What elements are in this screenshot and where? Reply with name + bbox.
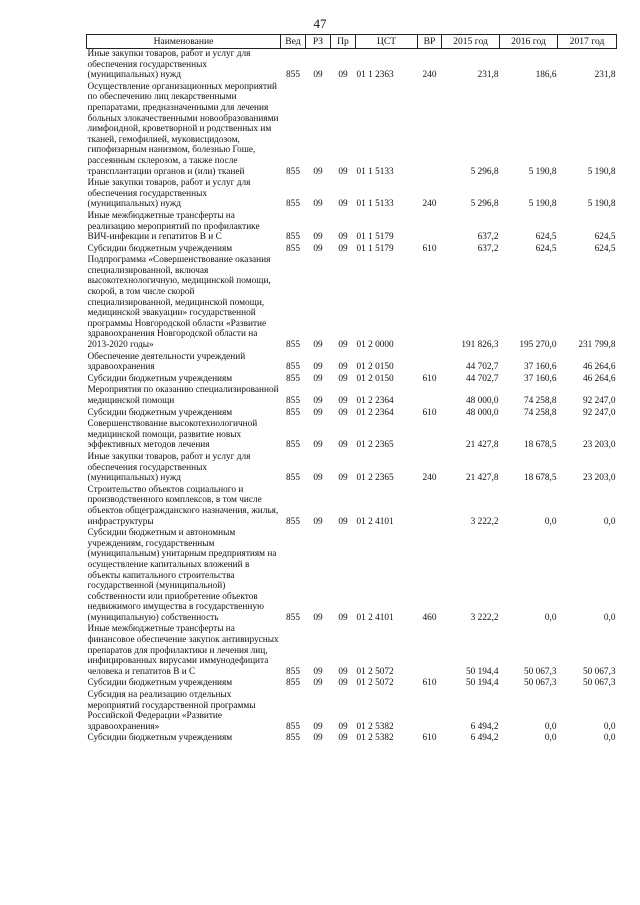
header-2017: 2017 год: [558, 35, 617, 49]
row-name-cell: Субсидии бюджетным учреждениям: [87, 407, 233, 418]
table-row: [87, 211, 617, 244]
row-2015-cell: 21 427,8: [465, 440, 499, 451]
row-vr-cell: 610: [422, 733, 437, 744]
row-2017-cell: 50 067,3: [582, 678, 616, 689]
row-pr-cell: 09: [338, 666, 348, 677]
table-header-row: [87, 35, 617, 49]
header-pr: Пр: [331, 35, 356, 49]
table-row: [87, 244, 617, 256]
row-cst-cell: 01 2 2364: [356, 396, 394, 406]
row-2016-cell: 186,6: [535, 70, 557, 81]
row-2016-cell: 18 678,5: [523, 473, 557, 484]
row-2016-cell: 74 258,8: [523, 407, 557, 418]
row-pr-cell: 09: [338, 340, 348, 351]
row-rz-cell: 09: [313, 199, 323, 210]
row-rz-cell: 09: [313, 362, 323, 373]
row-2016-cell: 37 160,6: [523, 373, 557, 384]
row-2015-cell: 6 494,2: [470, 721, 499, 732]
row-cst-cell: 01 2 4101: [356, 612, 394, 623]
row-2015-cell: 50 194,4: [465, 666, 499, 677]
row-ved-cell: 855: [286, 516, 300, 527]
header-2016: 2016 год: [500, 35, 558, 49]
row-2017-cell: 0,0: [603, 612, 616, 623]
table-row: [87, 255, 617, 351]
row-2016-cell: 5 190,8: [528, 199, 557, 210]
row-cst-cell: 01 2 5382: [356, 733, 394, 744]
table-row: [87, 452, 617, 485]
row-2016-cell: 624,5: [535, 232, 557, 243]
table-row: [87, 82, 617, 178]
row-vr-cell: 460: [422, 612, 437, 623]
row-ved-cell: 855: [286, 407, 300, 418]
row-ved-cell: 855: [286, 199, 300, 210]
row-2016-cell: 195 270,0: [519, 340, 557, 351]
row-ved-cell: 855: [286, 340, 300, 351]
row-2015-cell: 44 702,7: [465, 362, 499, 373]
row-ved-cell: 855: [286, 362, 300, 373]
row-rz-cell: 09: [313, 340, 323, 351]
row-name-cell: Осуществление организационных мероприятий по обеспечению лиц лекарственными препаратами, предназначенными для лечения больных злокачественными новообразованиями лимфоидной, кроветворной и родственных им тканей, гемофилией, муковисцидозом, гипофизарным нанизмом, болезнью Гоше, рассеянным склерозом, а также после трансплантации органов и (или) тканей: [87, 81, 279, 177]
table-row: [87, 624, 617, 678]
row-vr-cell: 240: [422, 473, 437, 484]
row-name-cell: Иные межбюджетные трансферты на финансовое обеспечение закупок антивирусных препаратов для профилактики и лечения лиц, инфицированных вирусами иммунодефицита человека и гепатитов В и С: [87, 624, 279, 677]
row-2017-cell: 0,0: [603, 721, 616, 732]
row-2015-cell: 637,2: [477, 243, 499, 254]
row-cst-cell: 01 2 5072: [356, 666, 394, 677]
row-2016-cell: 624,5: [535, 243, 557, 254]
table-row: [87, 408, 617, 420]
row-rz-cell: 09: [313, 516, 323, 527]
row-vr-cell: 610: [422, 407, 437, 418]
row-2016-cell: 5 190,8: [528, 166, 557, 177]
table-row: [87, 485, 617, 528]
row-2016-cell: 37 160,6: [523, 362, 557, 373]
row-vr-cell: [418, 419, 442, 452]
row-pr-cell: 09: [338, 232, 348, 243]
row-rz-cell: 09: [313, 678, 323, 689]
row-2016-cell: 0,0: [544, 721, 557, 732]
header-name: Наименование: [87, 35, 281, 49]
row-vr-cell: [418, 624, 442, 678]
row-2017-cell: 23 203,0: [582, 440, 616, 451]
row-2017-cell: 0,0: [603, 516, 616, 527]
row-2016-cell: 0,0: [544, 612, 557, 623]
budget-table: [86, 34, 617, 745]
row-2015-cell: 5 296,8: [470, 166, 499, 177]
table-row: [87, 678, 617, 690]
row-2017-cell: 624,5: [594, 232, 616, 243]
row-cst-cell: 01 1 2363: [356, 70, 394, 81]
row-pr-cell: 09: [338, 166, 348, 177]
row-2017-cell: 5 190,8: [587, 166, 616, 177]
row-ved-cell: 855: [286, 243, 300, 254]
row-cst-cell: 01 1 5179: [356, 243, 394, 254]
row-rz-cell: 09: [313, 243, 323, 254]
row-cst-cell: 01 1 5133: [356, 199, 394, 210]
row-2016-cell: 74 258,8: [523, 396, 557, 406]
row-vr-cell: [418, 352, 442, 374]
row-rz-cell: 09: [313, 232, 323, 243]
row-cst-cell: 01 1 5133: [356, 166, 394, 177]
table-row: [87, 178, 617, 211]
row-ved-cell: 855: [286, 733, 300, 744]
row-name-cell: Совершенствование высокотехнологичной медицинской помощи, развитие новых эффективных методов лечения: [87, 419, 258, 451]
table-body: [87, 49, 617, 746]
row-2016-cell: 50 067,3: [523, 666, 557, 677]
row-2017-cell: 5 190,8: [587, 199, 616, 210]
row-2015-cell: 191 826,3: [461, 340, 499, 351]
row-ved-cell: 855: [286, 373, 300, 384]
row-2015-cell: 231,8: [477, 70, 499, 81]
row-2015-cell: 637,2: [477, 232, 499, 243]
row-vr-cell: [418, 255, 442, 351]
row-name-cell: Субсидии бюджетным учреждениям: [87, 678, 233, 689]
row-2017-cell: 624,5: [594, 243, 616, 254]
row-pr-cell: 09: [338, 440, 348, 451]
row-ved-cell: 855: [286, 440, 300, 451]
row-name-cell: Строительство объектов социального и производственного комплексов, в том числе объектов общегражданского назначения, жилья, инфраструктуры: [87, 484, 279, 527]
row-2015-cell: 44 702,7: [465, 373, 499, 384]
row-ved-cell: 855: [286, 721, 300, 732]
row-cst-cell: 01 2 2364: [356, 407, 394, 418]
row-2016-cell: 50 067,3: [523, 678, 557, 689]
table-row: [87, 690, 617, 733]
row-name-cell: Иные закупки товаров, работ и услуг для обеспечения государственных (муниципальных) нужд: [87, 451, 251, 484]
row-vr-cell: [418, 385, 442, 407]
row-rz-cell: 09: [313, 407, 323, 418]
row-2017-cell: 92 247,0: [582, 396, 616, 406]
row-2015-cell: 3 222,2: [470, 516, 499, 527]
row-name-cell: Субсидии бюджетным учреждениям: [87, 243, 233, 254]
row-pr-cell: 09: [338, 199, 348, 210]
row-2017-cell: 0,0: [603, 733, 616, 744]
row-cst-cell: 01 1 5179: [356, 232, 394, 243]
row-ved-cell: 855: [286, 232, 300, 243]
row-rz-cell: 09: [313, 473, 323, 484]
row-vr-cell: 610: [422, 243, 437, 254]
row-name-cell: Иные закупки товаров, работ и услуг для обеспечения государственных (муниципальных) нужд: [87, 178, 251, 210]
row-ved-cell: 855: [286, 473, 300, 484]
row-pr-cell: 09: [338, 362, 348, 373]
table-row: [87, 49, 617, 82]
row-ved-cell: 855: [286, 70, 300, 81]
row-vr-cell: [418, 690, 442, 733]
row-vr-cell: 610: [422, 678, 437, 689]
row-ved-cell: 855: [286, 666, 300, 677]
row-2017-cell: 231,8: [594, 70, 616, 81]
row-2015-cell: 21 427,8: [465, 473, 499, 484]
header-ved: Вед: [281, 35, 306, 49]
row-vr-cell: 240: [422, 199, 437, 210]
row-2015-cell: 6 494,2: [470, 733, 499, 744]
row-rz-cell: 09: [313, 721, 323, 732]
row-vr-cell: [418, 485, 442, 528]
table-row: [87, 374, 617, 386]
header-2015: 2015 год: [442, 35, 500, 49]
row-2015-cell: 3 222,2: [470, 612, 499, 623]
row-name-cell: Иные закупки товаров, работ и услуг для обеспечения государственных (муниципальных) нужд: [87, 49, 251, 81]
row-name-cell: Подпрограмма «Совершенствование оказания специализированной, включая высокотехнологичную, медицинской помощи, скорой, в том числе скорой специализированной, медицинской помощи, медицинской эвакуации» государственной программы Новгородской области «Развитие здравоохранения Новгородской области на 2013-2020 годы»: [87, 255, 271, 351]
row-pr-cell: 09: [338, 516, 348, 527]
row-ved-cell: 855: [286, 678, 300, 689]
row-pr-cell: 09: [338, 612, 348, 623]
row-pr-cell: 09: [338, 473, 348, 484]
row-cst-cell: 01 2 2365: [356, 440, 394, 451]
row-2017-cell: 46 264,6: [582, 362, 616, 373]
row-pr-cell: 09: [338, 678, 348, 689]
row-cst-cell: 01 2 2365: [356, 473, 394, 484]
row-rz-cell: 09: [313, 166, 323, 177]
row-2015-cell: 50 194,4: [465, 678, 499, 689]
row-2015-cell: 48 000,0: [465, 407, 499, 418]
row-pr-cell: 09: [338, 70, 348, 81]
row-2016-cell: 0,0: [544, 516, 557, 527]
row-2017-cell: 46 264,6: [582, 373, 616, 384]
row-ved-cell: 855: [286, 612, 300, 623]
row-rz-cell: 09: [313, 612, 323, 623]
row-cst-cell: 01 2 0000: [356, 340, 394, 351]
row-pr-cell: 09: [338, 243, 348, 254]
row-name-cell: Субсидии бюджетным и автономным учреждениям, государственным (муниципальным) унитарным предприятиям на осуществление капитальных вложений в объекты капитального строительства государственной (муниципальной) собственности или приобретение объектов недвижимого имущества в государственную (муниципальную) собственность: [87, 528, 277, 623]
row-pr-cell: 09: [338, 721, 348, 732]
row-pr-cell: 09: [338, 733, 348, 744]
row-rz-cell: 09: [313, 373, 323, 384]
row-2016-cell: 0,0: [544, 733, 557, 744]
row-vr-cell: 240: [422, 70, 437, 81]
row-name-cell: Субсидии бюджетным учреждениям: [87, 373, 233, 384]
header-vr: ВР: [418, 35, 442, 49]
row-ved-cell: 855: [286, 396, 300, 406]
row-rz-cell: 09: [313, 440, 323, 451]
row-2015-cell: 5 296,8: [470, 199, 499, 210]
row-2017-cell: 23 203,0: [582, 473, 616, 484]
page-number: 47: [313, 16, 327, 31]
row-cst-cell: 01 2 5382: [356, 721, 394, 732]
table-row: [87, 528, 617, 624]
row-pr-cell: 09: [338, 373, 348, 384]
table-row: [87, 352, 617, 374]
row-cst-cell: 01 2 5072: [356, 678, 394, 689]
row-2016-cell: 18 678,5: [523, 440, 557, 451]
row-vr-cell: 610: [422, 373, 437, 384]
row-2017-cell: 92 247,0: [582, 407, 616, 418]
row-ved-cell: 855: [286, 166, 300, 177]
row-name-cell: Субсидия на реализацию отдельных мероприятий государственной программы Российской Федерации «Развитие здравоохранения»: [87, 690, 256, 732]
table-row: [87, 733, 617, 745]
row-rz-cell: 09: [313, 396, 323, 406]
row-cst-cell: 01 2 4101: [356, 516, 394, 527]
row-rz-cell: 09: [313, 70, 323, 81]
row-cst-cell: 01 2 0150: [356, 373, 394, 384]
row-vr-cell: [418, 211, 442, 244]
row-name-cell: Обеспечение деятельности учреждений здравоохранения: [87, 351, 246, 373]
row-name-cell: Иные межбюджетные трансферты на реализацию мероприятий по профилактике ВИЧ-инфекции и гепатитов В и С: [87, 210, 260, 243]
row-name-cell: Мероприятия по оказанию специализированной медицинской помощи: [87, 385, 279, 406]
row-pr-cell: 09: [338, 396, 348, 406]
row-2017-cell: 50 067,3: [582, 666, 616, 677]
table-row: [87, 419, 617, 452]
row-2015-cell: 48 000,0: [465, 396, 499, 406]
header-rz: РЗ: [306, 35, 331, 49]
row-vr-cell: [418, 82, 442, 178]
row-rz-cell: 09: [313, 733, 323, 744]
header-cst: ЦСТ: [356, 35, 418, 49]
table-row: [87, 385, 617, 407]
row-name-cell: Субсидии бюджетным учреждениям: [87, 733, 233, 744]
row-cst-cell: 01 2 0150: [356, 362, 394, 373]
row-2017-cell: 231 799,8: [578, 340, 616, 351]
row-pr-cell: 09: [338, 407, 348, 418]
row-rz-cell: 09: [313, 666, 323, 677]
